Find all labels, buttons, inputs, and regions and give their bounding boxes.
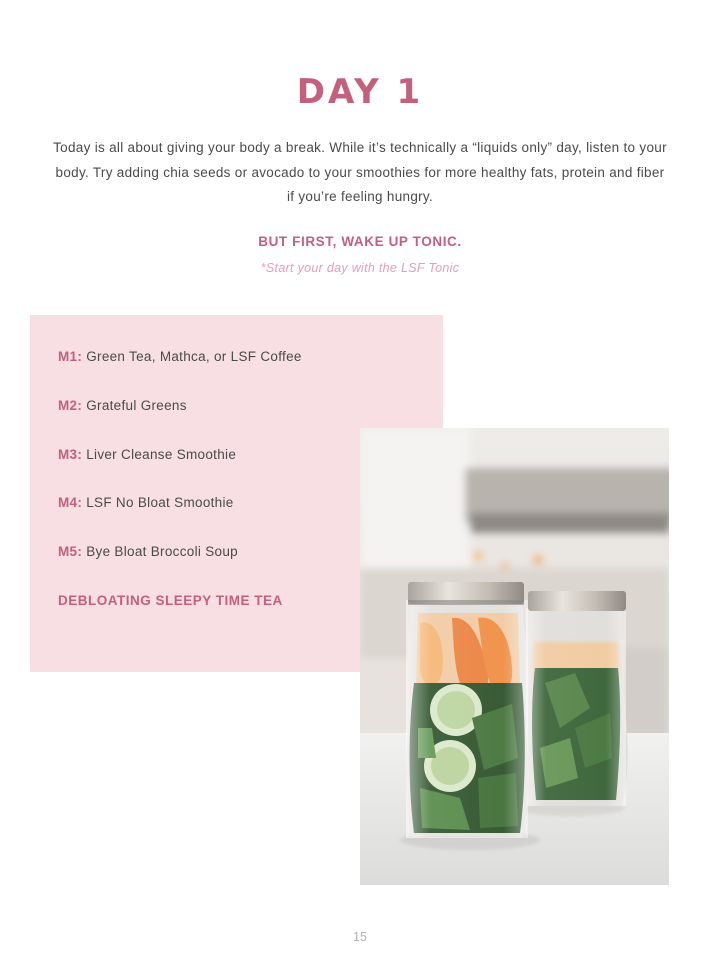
meal-code: M1: (58, 349, 83, 364)
meal-item-m2 (58, 398, 187, 413)
evening-tea-item: DEBLOATING SLEEPY TIME TEA (58, 593, 283, 608)
meal-code: M5: (58, 544, 83, 559)
smoothie-jars-photo (360, 428, 669, 885)
meal-item-m1 (58, 349, 302, 364)
page-number: 15 (353, 930, 367, 944)
meal-name: Liver Cleanse Smoothie (86, 447, 237, 462)
meal-code: M3: (58, 447, 83, 462)
meal-name: Green Tea, Mathca, or LSF Coffee (86, 349, 302, 364)
meal-name: Grateful Greens (86, 398, 187, 413)
meal-name: Bye Bloat Broccoli Soup (86, 544, 238, 559)
intro-paragraph: Today is all about giving your body a break. While it’s technically a “liquids only” day, listen to your body. Try adding chia seeds or avocado to your smoothies for more healthy fats, protein and fiber if you’re feeling hungry. (53, 140, 667, 204)
meal-item-m4 (58, 495, 234, 510)
meal-item-m5 (58, 544, 238, 559)
tonic-heading: BUT FIRST, WAKE UP TONIC. (258, 234, 462, 249)
meal-code: M2: (58, 398, 83, 413)
meal-item-m3 (58, 447, 236, 462)
tonic-subtitle: *Start your day with the LSF Tonic (260, 261, 460, 275)
page-title: DAY 1 (296, 72, 424, 112)
meal-name: LSF No Bloat Smoothie (86, 495, 234, 510)
meal-code: M4: (58, 495, 83, 510)
